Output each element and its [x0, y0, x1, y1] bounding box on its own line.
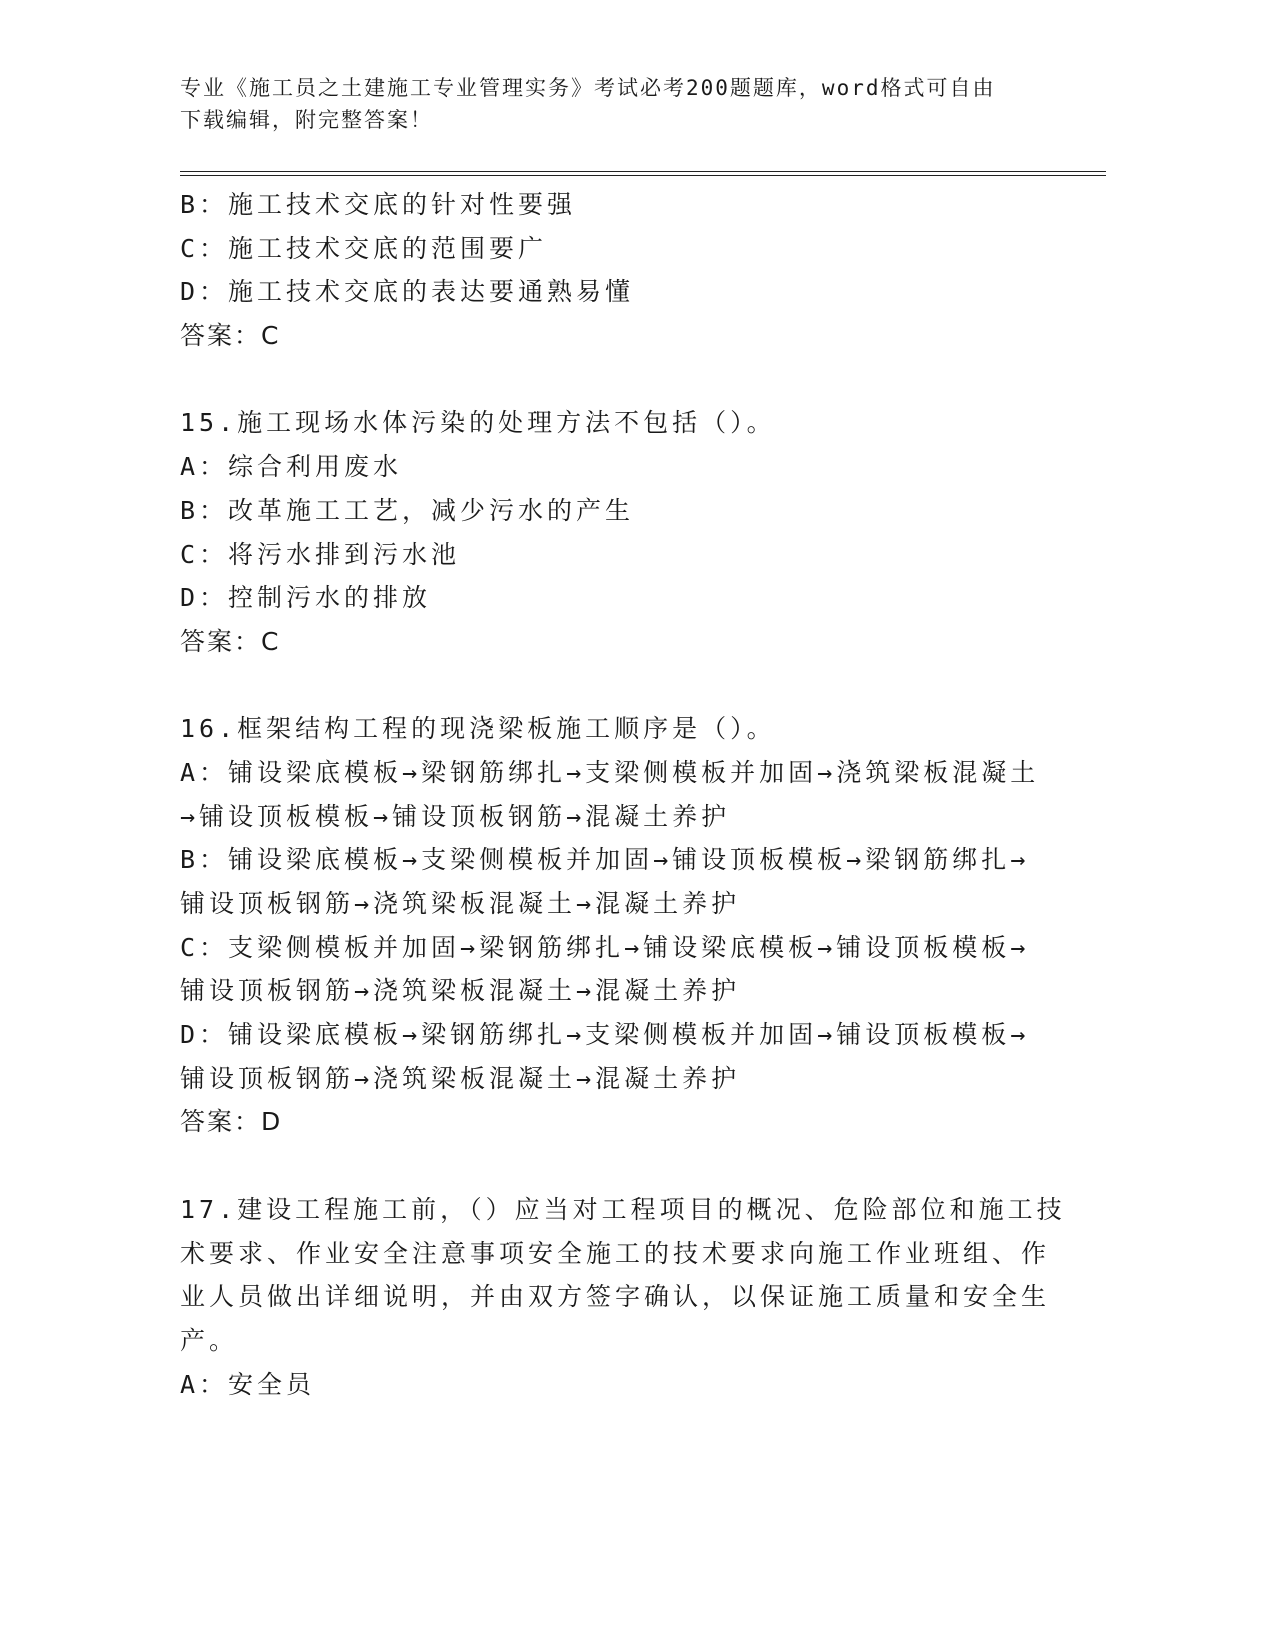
q17-question-line-1: 17.建设工程施工前，（）应当对工程项目的概况、危险部位和施工技	[180, 1194, 1066, 1224]
q15-option-a: A：综合利用废水	[180, 452, 403, 482]
q17-question-line-4: 产。	[180, 1325, 239, 1355]
q15-option-c: C：将污水排到污水池	[180, 539, 461, 569]
spacer	[180, 664, 1040, 708]
q16-option-d-line-1: D：铺设梁底模板→梁钢筋绑扎→支梁侧模板并加固→铺设顶板模板→	[180, 1020, 1030, 1050]
q16-option-b-line-2: 铺设顶板钢筋→浇筑梁板混凝土→混凝土养护	[180, 889, 741, 918]
q15-question: 15.施工现场水体污染的处理方法不包括（）。	[180, 408, 776, 438]
q15-option-b: B：改革施工工艺，减少污水的产生	[180, 495, 635, 525]
header-line-2: 下载编辑，附完整答案！	[180, 108, 433, 132]
header-rule-top	[180, 171, 1106, 172]
question-17-block	[180, 1188, 1066, 1406]
q16-option-a-line-2: →铺设顶板模板→铺设顶板钢筋→混凝土养护	[180, 801, 731, 831]
q15-answer: 答案：C	[180, 626, 281, 656]
header-line-1: 专业《施工员之土建施工专业管理实务》考试必考200题题库，word格式可自由	[180, 76, 996, 100]
q16-option-c-line-2: 铺设顶板钢筋→浇筑梁板混凝土→混凝土养护	[180, 976, 741, 1006]
q16-question: 16.框架结构工程的现浇梁板施工顺序是（）。	[180, 714, 776, 744]
question-14-block	[180, 183, 1040, 358]
q16-option-b-line-1: B：铺设梁底模板→支梁侧模板并加固→铺设顶板模板→梁钢筋绑扎→	[180, 845, 1030, 875]
q14-option-d: D：施工技术交底的表达要通熟易懂	[180, 277, 635, 307]
q14-option-c: C：施工技术交底的范围要广	[180, 233, 548, 263]
header-rule-bottom	[180, 175, 1106, 176]
spacer	[180, 358, 1040, 402]
q17-option-a: A：安全员	[180, 1369, 316, 1399]
q14-option-b: B：施工技术交底的针对性要强	[180, 190, 577, 219]
page-header	[180, 72, 1040, 136]
question-content	[180, 183, 1066, 1406]
q17-question-line-2: 术要求、作业安全注意事项安全施工的技术要求向施工作业班组、作	[180, 1238, 1051, 1268]
question-15-block	[180, 401, 1040, 663]
q16-option-c-line-1: C：支梁侧模板并加固→梁钢筋绑扎→铺设梁底模板→铺设顶板模板→	[180, 932, 1030, 962]
q17-question-line-3: 业人员做出详细说明，并由双方签字确认，以保证施工质量和安全生	[180, 1282, 1051, 1312]
q14-answer: 答案：C	[180, 321, 281, 351]
q16-answer: 答案：D	[180, 1107, 283, 1137]
q16-option-d-line-2: 铺设顶板钢筋→浇筑梁板混凝土→混凝土养护	[180, 1063, 741, 1093]
q15-option-d: D：控制污水的排放	[180, 583, 432, 613]
q16-option-a-line-1: A：铺设梁底模板→梁钢筋绑扎→支梁侧模板并加固→浇筑梁板混凝土	[180, 757, 1040, 787]
spacer	[180, 1144, 1040, 1188]
question-16-block	[180, 707, 1040, 1144]
